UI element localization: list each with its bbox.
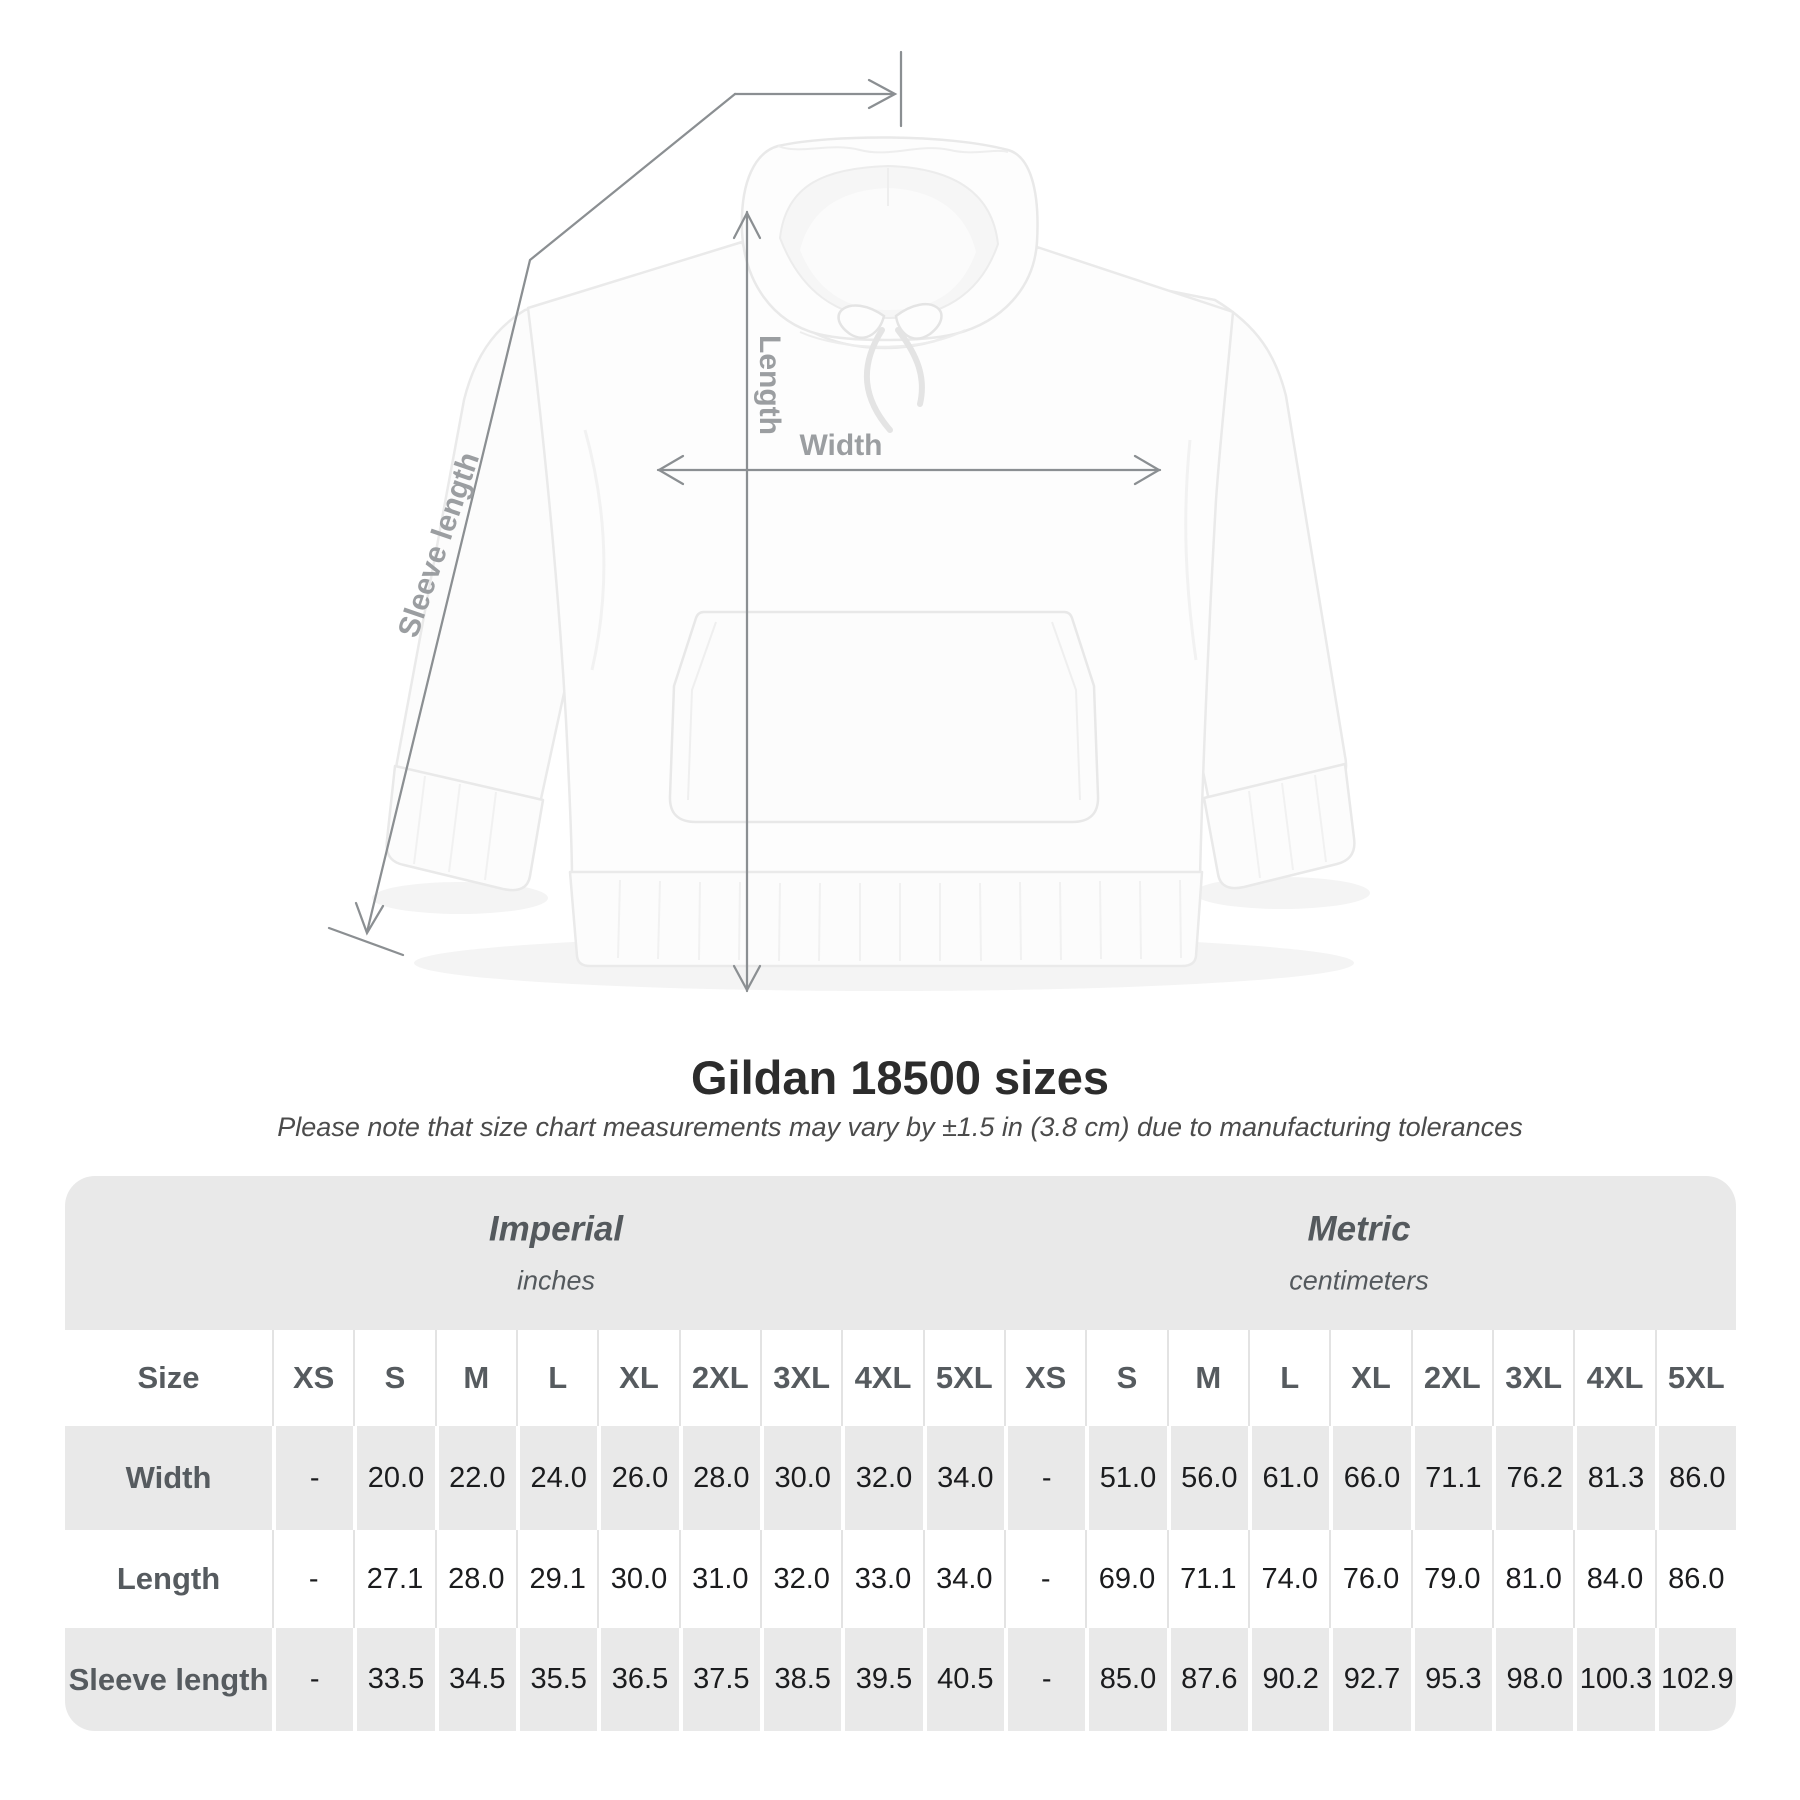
table-cell: 71.1 (1167, 1530, 1248, 1628)
size-table (65, 1176, 1736, 1731)
table-cell: 71.1 (1411, 1426, 1492, 1530)
table-cell: - (1004, 1628, 1085, 1731)
table-cell: - (1004, 1530, 1085, 1628)
table-cell: 76.0 (1329, 1530, 1410, 1628)
imperial-group-unit: inches (516, 1265, 596, 1296)
table-cell: 85.0 (1085, 1628, 1166, 1731)
table-cell: 38.5 (760, 1628, 841, 1731)
sleeve-measure-label: Sleeve length (391, 448, 487, 642)
table-cell: 98.0 (1492, 1628, 1573, 1731)
table-cell: 95.3 (1411, 1628, 1492, 1731)
table-cell: 27.1 (353, 1530, 434, 1628)
table-cell: 66.0 (1329, 1426, 1410, 1530)
table-cell: 90.2 (1248, 1628, 1329, 1731)
table-cell: 32.0 (760, 1530, 841, 1628)
size-col-header: S (353, 1330, 434, 1426)
table-cell: 30.0 (597, 1530, 678, 1628)
table-cell: 28.0 (435, 1530, 516, 1628)
size-col-header: L (516, 1330, 597, 1426)
table-row-length (65, 1530, 1736, 1628)
size-header-row (65, 1330, 1736, 1426)
table-cell: 69.0 (1085, 1530, 1166, 1628)
table-cell: - (272, 1628, 353, 1731)
table-cell: 22.0 (435, 1426, 516, 1530)
size-corner-label: Size (137, 1360, 200, 1395)
table-cell: 30.0 (760, 1426, 841, 1530)
page-title: Gildan 18500 sizes (690, 1051, 1110, 1104)
row-label-sleeve-length: Sleeve length (68, 1661, 269, 1697)
size-col-header: 2XL (679, 1330, 760, 1426)
table-cell: 86.0 (1655, 1426, 1736, 1530)
table-cell: 37.5 (679, 1628, 760, 1731)
table-cell: 100.3 (1573, 1628, 1654, 1731)
table-cell: 81.0 (1492, 1530, 1573, 1628)
table-cell: 26.0 (597, 1426, 678, 1530)
table-cell: 79.0 (1411, 1530, 1492, 1628)
table-cell: 74.0 (1248, 1530, 1329, 1628)
table-cell: 56.0 (1167, 1426, 1248, 1530)
tolerance-note: Please note that size chart measurements may vary by ±1.5 in (3.8 cm) due to manufacturing tolerances (277, 1112, 1523, 1142)
imperial-group-label: Imperial (488, 1209, 624, 1249)
metric-group-header (1289, 1210, 1429, 1297)
size-col-header: XL (1329, 1330, 1410, 1426)
size-col-header: 2XL (1411, 1330, 1492, 1426)
hoodie-image (372, 137, 1370, 991)
unit-group-header-row (65, 1176, 1736, 1330)
size-col-header: 5XL (1655, 1330, 1736, 1426)
size-col-header: 5XL (923, 1330, 1004, 1426)
table-cell: 29.1 (516, 1530, 597, 1628)
size-col-header: M (435, 1330, 516, 1426)
table-cell: 81.3 (1573, 1426, 1654, 1530)
table-cell: 92.7 (1329, 1628, 1410, 1731)
imperial-group-header (489, 1210, 623, 1297)
size-col-header: 3XL (760, 1330, 841, 1426)
table-row-width (65, 1426, 1736, 1530)
table-cell: 87.6 (1167, 1628, 1248, 1731)
table-cell: 51.0 (1085, 1426, 1166, 1530)
size-col-header: 4XL (1573, 1330, 1654, 1426)
size-col-header: M (1167, 1330, 1248, 1426)
table-cell: 31.0 (679, 1530, 760, 1628)
table-cell: - (272, 1530, 353, 1628)
table-cell: 39.5 (841, 1628, 922, 1731)
table-cell: 33.5 (353, 1628, 434, 1731)
size-col-header: 4XL (841, 1330, 922, 1426)
table-cell: 61.0 (1248, 1426, 1329, 1530)
table-cell: 35.5 (516, 1628, 597, 1731)
table-cell: 102.9 (1655, 1628, 1736, 1731)
table-cell: 36.5 (597, 1628, 678, 1731)
table-cell: - (272, 1426, 353, 1530)
table-cell: 28.0 (679, 1426, 760, 1530)
size-col-header: 3XL (1492, 1330, 1573, 1426)
size-col-header: L (1248, 1330, 1329, 1426)
size-col-header: XS (1004, 1330, 1085, 1426)
table-cell: 84.0 (1573, 1530, 1654, 1628)
table-cell: 86.0 (1655, 1530, 1736, 1628)
table-cell: 40.5 (923, 1628, 1004, 1731)
table-cell: 32.0 (841, 1426, 922, 1530)
table-cell: 24.0 (516, 1426, 597, 1530)
table-cell: 76.2 (1492, 1426, 1573, 1530)
length-measure-label: Length (753, 335, 786, 435)
table-cell: 34.0 (923, 1426, 1004, 1530)
metric-group-label: Metric (1307, 1209, 1411, 1249)
metric-group-unit: centimeters (1289, 1265, 1429, 1296)
row-label-width: Width (125, 1460, 212, 1495)
table-cell: 33.0 (841, 1530, 922, 1628)
table-cell: 20.0 (353, 1426, 434, 1530)
size-col-header: XS (272, 1330, 353, 1426)
size-col-header: S (1085, 1330, 1166, 1426)
table-cell: - (1004, 1426, 1085, 1530)
table-row-sleeve-length (65, 1628, 1736, 1731)
table-cell: 34.5 (435, 1628, 516, 1731)
row-label-length: Length (116, 1561, 221, 1596)
width-measure-label: Width (799, 429, 883, 462)
size-col-header: XL (597, 1330, 678, 1426)
table-cell: 34.0 (923, 1530, 1004, 1628)
